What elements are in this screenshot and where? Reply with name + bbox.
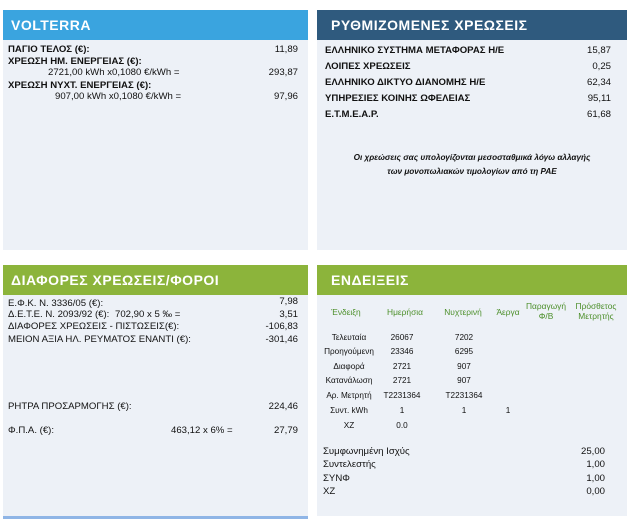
adjustment-clause-label: ΡΗΤΡΑ ΠΡΟΣΑΡΜΟΓΗΣ (€): <box>8 401 132 412</box>
row-label: Κατανάλωση <box>325 376 373 385</box>
detie-detail: 702,90 x 5 ‰ = <box>115 309 181 320</box>
regulated-panel <box>317 10 627 250</box>
row-label: Προηγούμενη <box>324 347 374 356</box>
etmear-value: 61,68 <box>586 109 611 120</box>
regulated-title: ΡΥΘΜΙΖΟΜΕΝΕΣ ΧΡΕΩΣΕΙΣ <box>331 17 528 33</box>
other-charges-value: 0,25 <box>592 61 611 72</box>
taxes-title: ΔΙΑΦΟΡΕΣ ΧΡΕΩΣΕΙΣ/ΦΟΡΟΙ <box>11 272 220 288</box>
taxes-panel <box>3 265 308 516</box>
readings-panel <box>317 265 627 516</box>
row-label: Τελευταία <box>331 333 367 342</box>
row-label: Αρ. Μετρητή <box>326 391 372 400</box>
night-energy-value: 97,96 <box>273 91 298 102</box>
detie-label: Δ.Ε.Τ.Ε. Ν. 2093/92 (€): <box>8 309 110 320</box>
row-day: 0.0 <box>396 421 408 430</box>
power-factor-label: ΣΥΝΦ <box>323 473 350 484</box>
readings-title: ΕΝΔΕΙΞΕΙΣ <box>331 272 409 288</box>
taxes-header <box>3 265 308 295</box>
efk-label: Ε.Φ.Κ. Ν. 3336/05 (€): <box>8 298 104 309</box>
row-night: T2231364 <box>445 391 483 400</box>
minus-value-label: ΜΕΙΟΝ ΑΞΙΑ ΗΛ. ΡΕΥΜΑΤΟΣ ΕΝΑΝΤΙ (€): <box>8 334 191 345</box>
vat-value: 27,79 <box>273 425 298 436</box>
col-header-reactive: Άεργα <box>496 307 520 317</box>
regulated-note-line1: Οι χρεώσεις σας υπολογίζονται μεσοσταθμικά λόγω αλλαγής <box>353 153 591 162</box>
row-day: T2231364 <box>383 391 421 400</box>
row-night: 1 <box>461 406 467 415</box>
col-header-production <box>525 301 567 321</box>
col-header-reading: Ένδειξη <box>331 307 361 317</box>
xz-value: 0,00 <box>586 486 605 497</box>
adjustment-clause-value: 224,46 <box>268 401 298 412</box>
distribution-label: ΕΛΛΗΝΙΚΟ ΔΙΚΤΥΟ ΔΙΑΝΟΜΗΣ Η/Ε <box>325 77 486 88</box>
volterra-title: VOLTERRA <box>11 17 91 33</box>
diff-charges-value: -106,83 <box>265 321 298 332</box>
col-header-day: Ημερήσια <box>387 307 423 317</box>
volterra-panel <box>3 10 308 250</box>
transmission-value: 15,87 <box>586 45 611 56</box>
diff-charges-label: ΔΙΑΦΟΡΕΣ ΧΡΕΩΣΕΙΣ - ΠΙΣΤΩΣΕΙΣ(€): <box>8 321 180 332</box>
day-energy-label: ΧΡΕΩΣΗ ΗΜ. ΕΝΕΡΓΕΙΑΣ (€): <box>8 56 142 67</box>
row-day: 26067 <box>390 333 414 342</box>
agreed-power-value: 25,00 <box>580 446 605 457</box>
regulated-note-line2: των μονοπωλιακών τιμολογίων από τη ΡΑΕ <box>387 167 557 176</box>
night-energy-label: ΧΡΕΩΣΗ ΝΥΧΤ. ΕΝΕΡΓΕΙΑΣ (€): <box>8 80 152 91</box>
readings-header <box>317 265 627 295</box>
col-header-additional-line1: Πρόσθετος <box>575 301 617 311</box>
day-energy-value: 293,87 <box>268 67 298 78</box>
public-service-label: ΥΠΗΡΕΣΙΕΣ ΚΟΙΝΗΣ ΩΦΕΛΕΙΑΣ <box>325 93 471 104</box>
minus-value-value: -301,46 <box>265 334 298 345</box>
row-reactive: 1 <box>505 406 511 415</box>
row-label: ΧΖ <box>343 421 355 430</box>
power-factor-value: 1,00 <box>586 473 605 484</box>
transmission-label: ΕΛΛΗΝΙΚΟ ΣΥΣΤΗΜΑ ΜΕΤΑΦΟΡΑΣ Η/Ε <box>325 45 505 56</box>
row-night: 907 <box>457 362 471 371</box>
col-header-production-line2: Φ/Β <box>538 311 554 321</box>
public-service-value: 95,11 <box>587 93 611 104</box>
distribution-value: 62,34 <box>586 77 611 88</box>
coefficient-value: 1,00 <box>586 459 605 470</box>
row-day: 1 <box>399 406 405 415</box>
row-night: 6295 <box>454 347 474 356</box>
agreed-power-label: Συμφωνημένη Ισχύς <box>323 446 410 457</box>
col-header-production-line1: Παραγωγή <box>525 301 567 311</box>
row-night: 907 <box>457 376 471 385</box>
row-label: Συντ. kWh <box>330 406 368 415</box>
col-header-night: Νυχτερινή <box>444 307 482 317</box>
col-header-additional-meter <box>569 301 623 321</box>
day-energy-detail: 2721,00 kWh x0,1080 €/kWh = <box>48 67 180 78</box>
regulated-header <box>317 10 627 40</box>
row-night: 7202 <box>454 333 474 342</box>
night-energy-detail: 907,00 kWh x0,1080 €/kWh = <box>55 91 182 102</box>
other-charges-label: ΛΟΙΠΕΣ ΧΡΕΩΣΕΙΣ <box>325 61 411 72</box>
vat-detail: 463,12 x 6% = <box>171 425 233 436</box>
base-fee-value: 11,89 <box>274 44 298 55</box>
row-day: 2721 <box>392 376 412 385</box>
vat-label: Φ.Π.Α. (€): <box>8 425 55 436</box>
coefficient-label: Συντελεστής <box>323 459 376 470</box>
detie-value: 3,51 <box>279 309 298 320</box>
row-day: 2721 <box>392 362 412 371</box>
efk-value: 7,98 <box>279 296 298 307</box>
row-day: 23346 <box>390 347 414 356</box>
etmear-label: Ε.Τ.Μ.Ε.Α.Ρ. <box>325 109 379 120</box>
col-header-additional-line2: Μετρητής <box>578 311 614 321</box>
base-fee-label: ΠΑΓΙΟ ΤΕΛΟΣ (€): <box>8 44 90 55</box>
volterra-header <box>3 10 308 40</box>
row-label: Διαφορά <box>333 362 365 371</box>
xz-label: ΧΖ <box>323 486 336 497</box>
